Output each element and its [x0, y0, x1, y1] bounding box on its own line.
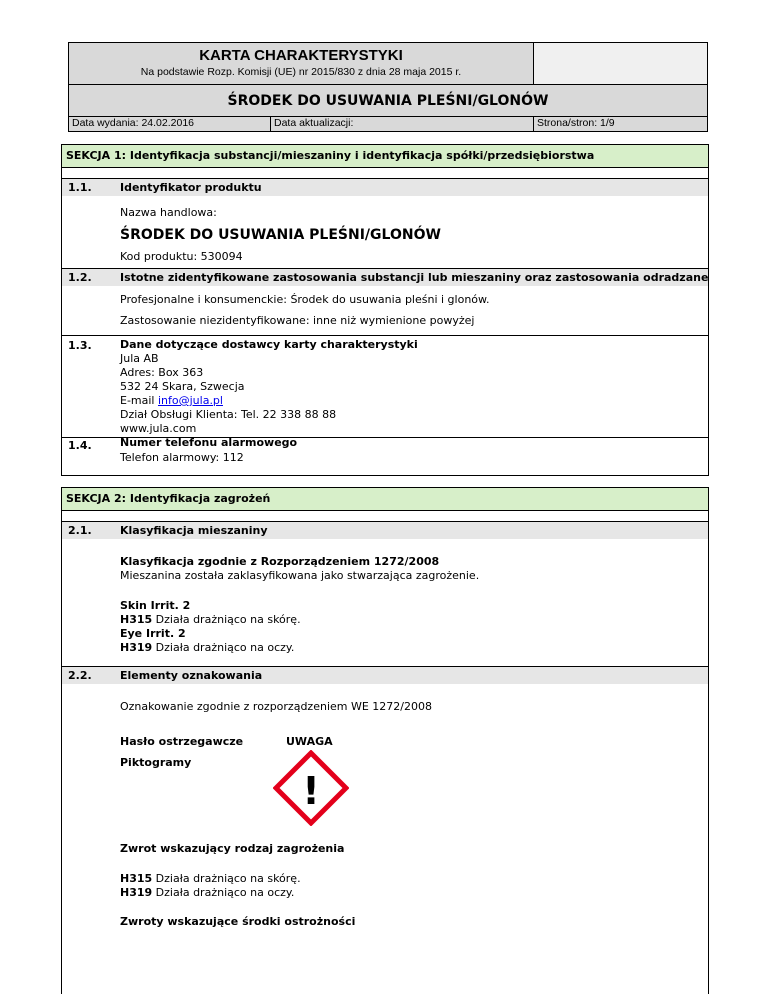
section2-right-border — [708, 510, 709, 994]
exclamation-pictogram-icon — [273, 750, 349, 826]
skin-irrit-class: Skin Irrit. 2 — [120, 599, 191, 612]
customer-service: Dział Obsługi Klienta: Tel. 22 338 88 88 — [120, 408, 337, 421]
section2-title: SEKCJA 2: Identyfikacja zagrożeń — [66, 492, 271, 505]
classification-heading: Klasyfikacja zgodnie z Rozporządzeniem 1272/2008 — [120, 555, 440, 568]
subsection-1-1-title: Identyfikator produktu — [120, 181, 262, 194]
trade-name-label: Nazwa handlowa: — [120, 206, 217, 219]
trade-name: ŚRODEK DO USUWANIA PLEŚNI/GLONÓW — [120, 227, 441, 243]
section2-left-border — [61, 510, 62, 994]
subsection-2-1-number: 2.1. — [68, 524, 92, 537]
product-name-header: ŚRODEK DO USUWANIA PLEŚNI/GLONÓW — [227, 93, 549, 109]
signal-word: UWAGA — [286, 735, 333, 748]
subsection-2-1-title: Klasyfikacja mieszaniny — [120, 524, 268, 537]
email-link[interactable]: info@jula.pl — [157, 394, 223, 407]
page-number: Strona/stron: 1/9 — [537, 117, 615, 129]
subsection-1-4-title: Numer telefonu alarmowego — [120, 436, 298, 449]
h319-hazard-statement — [120, 886, 294, 900]
supplier-address-2: 532 24 Skara, Szwecja — [120, 380, 245, 393]
supplier-email-line — [120, 394, 223, 408]
subsection-1-4-number: 1.4. — [68, 439, 92, 452]
email-label: E-mail — [120, 394, 158, 407]
divider-1-3 — [61, 335, 709, 336]
subsection-1-1-number: 1.1. — [68, 181, 92, 194]
h315b-text: Działa drażniąco na skórę. — [152, 872, 301, 885]
h315-code: H315 — [120, 613, 153, 626]
h315-hazard-statement — [120, 872, 301, 886]
h319-code: H319 — [120, 641, 153, 654]
hazard-statements-heading: Zwrot wskazujący rodzaj zagrożenia — [120, 842, 345, 855]
h315-text: Działa drażniąco na skórę. — [152, 613, 301, 626]
emergency-phone: Telefon alarmowy: 112 — [120, 451, 244, 464]
header-empty-cell — [533, 42, 708, 85]
identified-uses: Profesjonalne i konsumenckie: Środek do usuwania pleśni i glonów. — [120, 293, 490, 306]
supplier-name: Jula AB — [120, 352, 159, 365]
section1-title: SEKCJA 1: Identyfikacja substancji/mieszaniny i identyfikacja spółki/przedsiębiorstwa — [66, 149, 595, 162]
section1-left-border — [61, 167, 62, 476]
labelling-text: Oznakowanie zgodnie z rozporządzeniem WE 1272/2008 — [120, 700, 432, 713]
precautionary-heading: Zwroty wskazujące środki ostrożności — [120, 915, 356, 928]
supplier-address-1: Adres: Box 363 — [120, 366, 204, 379]
product-code: Kod produktu: 530094 — [120, 250, 243, 263]
pictogram-exclamation-mark: ! — [302, 769, 320, 813]
update-date: Data aktualizacji: — [274, 117, 354, 129]
signal-word-label: Hasło ostrzegawcze — [120, 735, 244, 748]
h315b-code: H315 — [120, 872, 153, 885]
subsection-1-3-title: Dane dotyczące dostawcy karty charakterystyki — [120, 338, 418, 351]
unidentified-uses: Zastosowanie niezidentyfikowane: inne niż wymienione powyżej — [120, 314, 475, 327]
document-title: KARTA CHARAKTERYSTYKI — [199, 47, 403, 64]
pictograms-label: Piktogramy — [120, 756, 192, 769]
h315-statement — [120, 613, 301, 627]
eye-irrit-class: Eye Irrit. 2 — [120, 627, 186, 640]
subsection-1-3-number: 1.3. — [68, 339, 92, 352]
classification-text: Mieszanina została zaklasyfikowana jako stwarzająca zagrożenie. — [120, 569, 480, 582]
h319-text: Działa drażniąco na oczy. — [152, 641, 295, 654]
issue-date: Data wydania: 24.02.2016 — [72, 117, 195, 129]
section1-right-border — [708, 167, 709, 476]
section1-bottom-border — [61, 475, 709, 476]
subsection-2-2-title: Elementy oznakowania — [120, 669, 263, 682]
document-subtitle: Na podstawie Rozp. Komisji (UE) nr 2015/830 z dnia 28 maja 2015 r. — [140, 66, 462, 78]
subsection-1-2-title: Istotne zidentyfikowane zastosowania substancji lub mieszaniny oraz zastosowania odradzane — [120, 271, 709, 284]
h319b-code: H319 — [120, 886, 153, 899]
h319b-text: Działa drażniąco na oczy. — [152, 886, 295, 899]
supplier-website: www.jula.com — [120, 422, 197, 435]
subsection-2-2-number: 2.2. — [68, 669, 92, 682]
subsection-1-2-number: 1.2. — [68, 271, 92, 284]
h319-statement — [120, 641, 294, 655]
